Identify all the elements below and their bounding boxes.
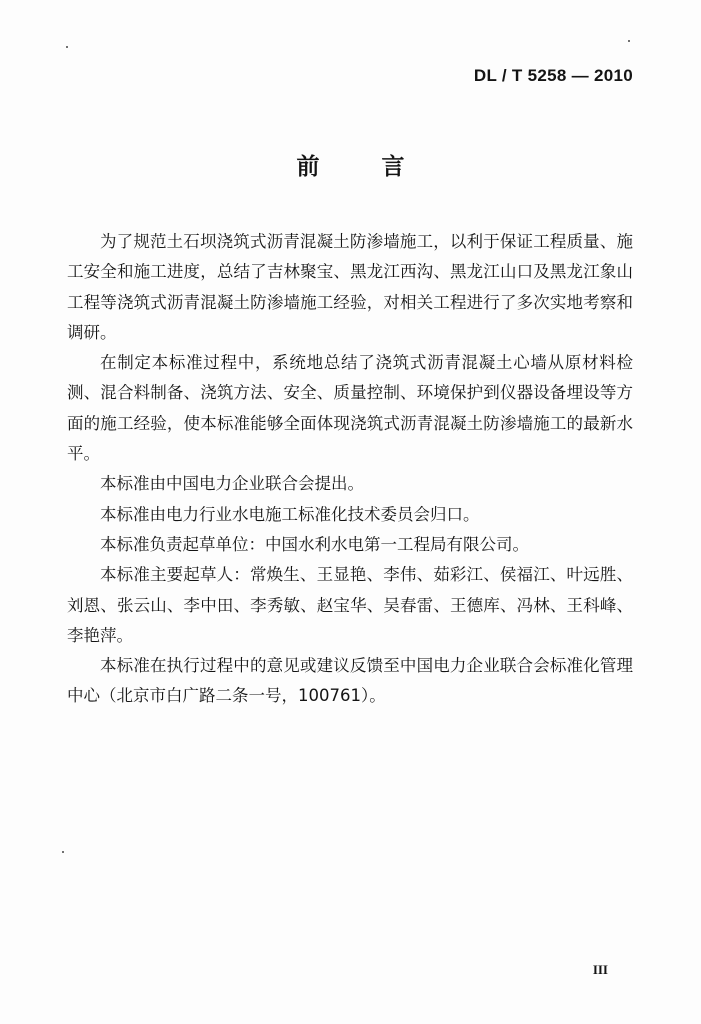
paragraph-drafting-unit: 本标准负责起草单位：中国水利水电第一工程局有限公司。 bbox=[100, 534, 529, 554]
paragraph-feedback: 本标准在执行过程中的意见或建议反馈至中国电力企业联合会标准化管理中心（北京市白广路二条一号，100761）。 bbox=[67, 656, 633, 706]
scan-speck bbox=[66, 46, 68, 48]
title-char-1: 前 bbox=[296, 154, 320, 180]
paragraph-purpose: 为了规范土石坝浇筑式沥青混凝土防渗墙施工，以利于保证工程质量、施工安全和施工进度，总结了吉林聚宝、黑龙江西沟、黑龙江山口及黑龙江象山工程等浇筑式沥青混凝土防渗墙施工经验，对相关工程进行了多次实地考察和调研。 bbox=[67, 232, 633, 342]
scan-speck bbox=[62, 851, 64, 853]
foreword-body bbox=[67, 227, 633, 712]
paragraph-committee: 本标准由电力行业水电施工标准化技术委员会归口。 bbox=[100, 504, 480, 524]
paragraph-drafting: 在制定本标准过程中，系统地总结了浇筑式沥青混凝土心墙从原材料检测、混合料制备、浇筑方法、安全、质量控制、环境保护到仪器设备埋设等方面的施工经验，使本标准能够全面体现浇筑式沥青混凝土防渗墙施工的最新水平。 bbox=[67, 353, 633, 464]
page-number: III bbox=[592, 962, 608, 977]
paragraph-drafters: 本标准主要起草人：常焕生、王显艳、李伟、茹彩江、侯福江、叶远胜、刘恩、张云山、李中田、李秀敏、赵宝华、吴春雷、王德库、冯林、王科峰、李艳萍。 bbox=[67, 565, 633, 645]
scan-speck bbox=[628, 40, 630, 42]
page-title bbox=[0, 152, 701, 182]
paragraph-proposer: 本标准由中国电力企业联合会提出。 bbox=[100, 474, 364, 494]
title-char-2: 言 bbox=[381, 154, 405, 180]
standard-code: DL / T 5258 — 2010 bbox=[473, 66, 633, 85]
